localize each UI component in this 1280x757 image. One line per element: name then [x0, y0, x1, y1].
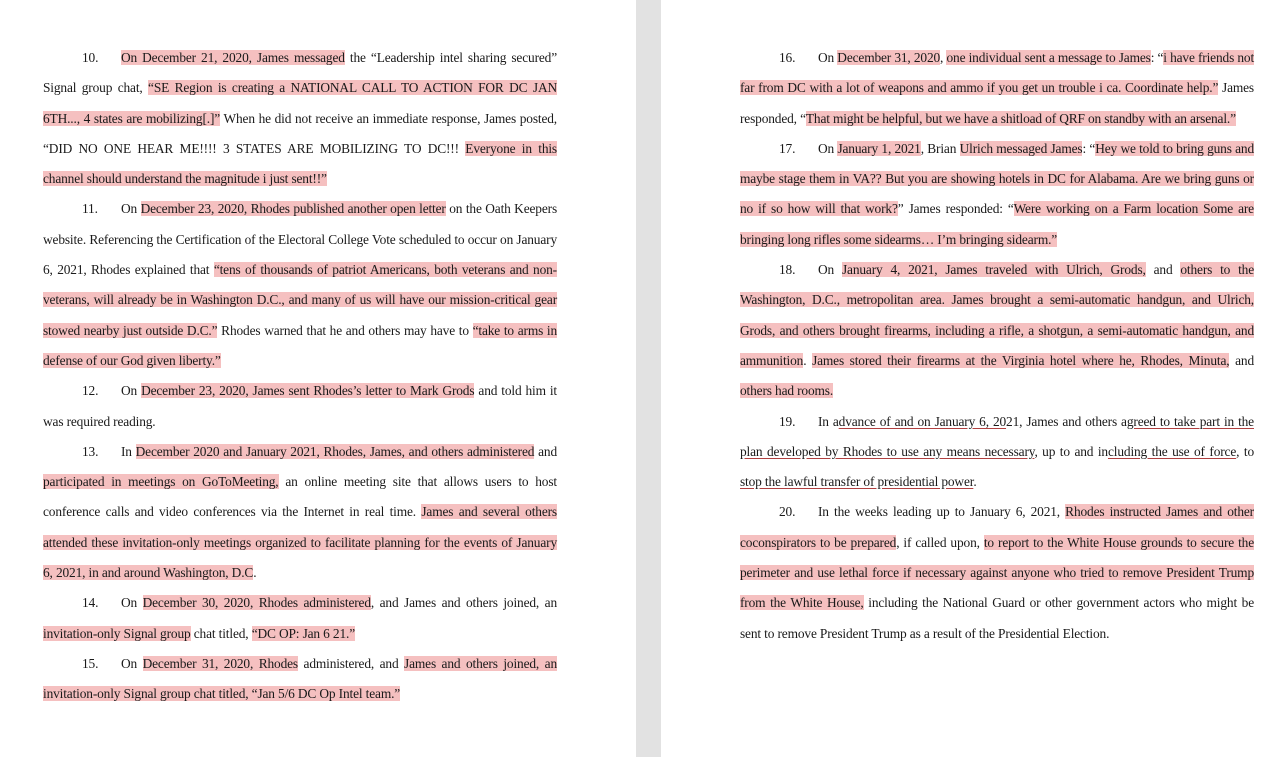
highlighted-text: That might be helpful, but we have a shitload of QRF on standby with an arsenal.” — [805, 110, 1236, 126]
paragraph-number: 14. — [82, 595, 99, 611]
body-text: On — [121, 383, 142, 399]
body-text: On — [818, 262, 842, 278]
body-text: and told him it was required reading. — [43, 383, 557, 429]
highlighted-text: Hey we told to bring guns and maybe stage them in VA?? But you are showing hotels in DC for Alabama. Are we bring guns or no if so how will that work? — [740, 140, 1255, 217]
paragraph-number: 13. — [82, 443, 99, 459]
paragraph-number: 19. — [779, 413, 796, 429]
highlighted-text: “tens of thousands of patriot Americans, both veterans and non-veterans, will already be in Washington D.C., and many of us will have our mission-critical gear stowed nearby just outside D.C.” — [43, 262, 557, 338]
highlighted-text: Everyone in this channel should understand the magnitude i just sent!!” — [43, 140, 557, 187]
paragraph-12 — [43, 376, 557, 437]
document-page-left — [0, 0, 636, 757]
body-text: , Brian — [920, 140, 960, 156]
underlined-text: cluding the use of force — [1107, 443, 1237, 459]
highlighted-text: January 4, 2021, James traveled with Ulrich, Grods, — [841, 262, 1146, 278]
highlighted-text: January 1, 2021 — [837, 140, 921, 156]
highlighted-text: others to the Washington, D.C., metropolitan area. James brought a semi-automatic handgun, and Ulrich, Grods, and others brought firearms, including a rifle, a shotgun, a semi-automatic handgun, and ammunition — [740, 262, 1255, 368]
body-text: , and James and others joined, an — [370, 595, 557, 611]
right-column-text — [740, 43, 1254, 649]
body-text: chat titled, — [190, 625, 252, 641]
highlighted-text: “take to arms in defense of our God given liberty.” — [43, 322, 558, 368]
body-text: on the Oath Keepers website. Referencing the Certification of the Electoral College Vote scheduled to occur on January 6, 2021, Rhodes explained that — [43, 201, 557, 278]
highlighted-text: one individual sent a message to James — [946, 50, 1151, 65]
paragraph-17 — [740, 134, 1254, 255]
highlighted-text: December 23, 2020, Rhodes published another open letter — [140, 201, 446, 217]
paragraph-10 — [43, 43, 557, 194]
highlighted-text: James stored their firearms at the Virginia hotel where he, Rhodes, Minuta, — [812, 352, 1230, 368]
underlined-text: greed to take part in the plan developed by Rhodes to use any means necessary — [740, 413, 1254, 459]
highlighted-text: December 31, 2020, Rhodes — [142, 655, 298, 671]
paragraph-18 — [740, 255, 1254, 406]
paragraph-number: 20. — [779, 504, 796, 520]
left-column-text — [43, 43, 557, 710]
highlighted-text: December 23, 2020, James sent Rhodes’s letter to Mark Grods — [141, 383, 475, 399]
body-text: On — [818, 50, 838, 65]
paragraph-number: 10. — [82, 50, 99, 65]
highlighted-text: participated in meetings on GoToMeeting, — [43, 474, 279, 490]
body-text: On — [121, 201, 141, 217]
body-text: . — [253, 565, 257, 581]
body-text: ” James responded: “ — [897, 201, 1014, 217]
paragraph-19 — [740, 407, 1254, 498]
body-text: , — [940, 50, 947, 65]
body-text: and — [534, 443, 557, 459]
highlighted-text: Rhodes instructed James and other coconspirators to be prepared — [740, 504, 1254, 550]
paragraph-number: 16. — [779, 50, 796, 65]
body-text: and — [1145, 262, 1181, 278]
body-text: When he did not receive an immediate response, James posted, “DID NO ONE HEAR ME!!!! 3 STATES ARE MOBILIZING TO DC!!! — [43, 110, 557, 156]
highlighted-text: others had rooms. — [740, 383, 834, 399]
body-text: administered, and — [297, 655, 405, 671]
body-text: : “ — [1082, 140, 1096, 156]
body-text: , if called upon, — [896, 534, 984, 550]
body-text: . — [973, 474, 977, 490]
paragraph-14 — [43, 588, 557, 649]
body-text: , to — [1236, 443, 1255, 459]
body-text: In a — [818, 413, 839, 429]
body-text: 21, James and others a — [1006, 413, 1127, 429]
body-text: Rhodes warned that he and others may have to — [217, 322, 473, 338]
body-text: In the weeks leading up to January 6, 2021, — [818, 504, 1066, 520]
paragraph-number: 15. — [82, 655, 99, 671]
highlighted-text: Ulrich messaged James — [959, 140, 1083, 156]
body-text: , up to and in — [1034, 443, 1108, 459]
paragraph-20 — [740, 497, 1254, 648]
underlined-text: stop the lawful transfer of presidential power — [740, 474, 974, 490]
highlighted-text: “DC OP: Jan 6 21.” — [251, 625, 355, 641]
body-text: On — [818, 140, 838, 156]
paragraph-number: 11. — [82, 201, 98, 217]
highlighted-text: “SE Region is creating a NATIONAL CALL TO ACTION FOR DC JAN 6TH..., 4 states are mobilizing[.]” — [43, 80, 557, 126]
highlighted-text: On December 21, 2020, James messaged — [121, 50, 345, 65]
body-text: On — [121, 655, 143, 671]
highlighted-text: i have friends not far from DC with a lot of weapons and ammo if you get un trouble i ca. Coordinate help.” — [740, 50, 1255, 96]
document-page-right — [661, 0, 1280, 757]
paragraph-16 — [740, 43, 1254, 134]
body-text: James responded, “ — [740, 80, 1254, 126]
highlighted-text: Were working on a Farm location Some are bringing long rifles some sidearms… I’m bringing sidearm.” — [740, 201, 1254, 247]
highlighted-text: December 2020 and January 2021, Rhodes, James, and others administered — [135, 443, 535, 459]
paragraph-number: 12. — [82, 383, 99, 399]
highlighted-text: James and others joined, an invitation-only Signal group chat titled, “Jan 5/6 DC Op Intel team.” — [43, 655, 557, 702]
highlighted-text: to report to the White House grounds to secure the perimeter and use lethal force if necessary against anyone who tried to remove President Trump from the White House, — [740, 534, 1254, 611]
paragraph-number: 18. — [779, 262, 796, 278]
body-text: In — [121, 443, 136, 459]
underlined-text: dvance of and on January 6, 20 — [838, 413, 1007, 429]
highlighted-text: December 30, 2020, Rhodes administered — [142, 595, 371, 611]
highlighted-text: December 31, 2020 — [837, 50, 941, 65]
paragraph-11 — [43, 194, 557, 376]
body-text: . — [803, 352, 813, 368]
paragraph-13 — [43, 437, 557, 588]
body-text: : “ — [1150, 50, 1164, 65]
body-text: and — [1229, 352, 1254, 368]
page-gutter — [636, 0, 661, 757]
body-text: including the National Guard or other government actors who might be sent to remove President Trump as a result of the Presidential Election. — [740, 595, 1254, 641]
paragraph-number: 17. — [779, 140, 796, 156]
paragraph-15 — [43, 649, 557, 710]
body-text: On — [121, 595, 143, 611]
highlighted-text: invitation-only Signal group — [43, 625, 191, 641]
body-text: the “Leadership intel sharing secured” Signal group chat, — [43, 50, 558, 96]
highlighted-text: James and several others attended these invitation-only meetings organized to facilitate planning for the events of January 6, 2021, in and around Washington, D.C — [43, 504, 557, 581]
body-text: an online meeting site that allows users to host conference calls and video conferences via the Internet in real time. — [43, 474, 557, 520]
